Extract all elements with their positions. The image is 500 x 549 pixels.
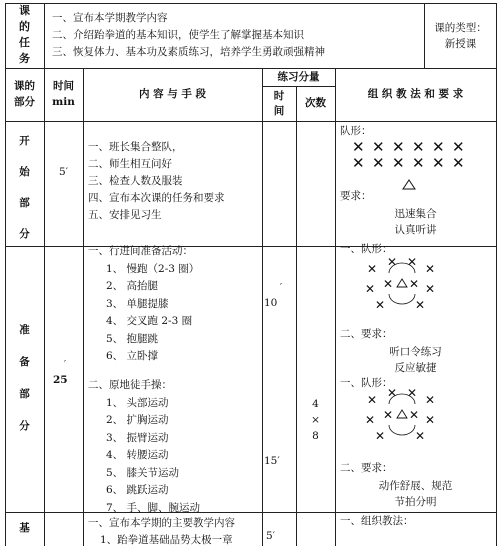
task-item: 一、宣布本学期教学内容: [52, 12, 168, 24]
start-items: [88, 139, 225, 224]
svg-text:✕: ✕: [387, 386, 398, 400]
formation-mark: ✕: [412, 154, 425, 172]
column-divider: [262, 68, 263, 546]
formation-mark: ✕: [452, 138, 465, 156]
svg-text:✕: ✕: [425, 393, 436, 407]
list-item: 1、 头部运动: [106, 396, 169, 409]
svg-text:✕: ✕: [387, 255, 398, 269]
prep-part-label: 准 备 部 分: [19, 324, 30, 432]
prep-req1-label: 二、要求：: [340, 328, 393, 340]
column-divider: [296, 86, 297, 546]
task-item: 二、介绍跆拳道的基本知识，使学生了解掌握基本知识: [52, 29, 304, 41]
formation-mark: ✕: [432, 138, 445, 156]
teacher-triangle-icon: [397, 410, 407, 418]
list-title: 一、行进间准备活动：: [88, 245, 193, 257]
list-item: 1、跆拳道基础品势太极一章: [100, 534, 233, 546]
list-item: 5、 膝关节运动: [106, 466, 180, 479]
formation-marks: [365, 255, 435, 312]
svg-text:✕: ✕: [365, 282, 376, 296]
run-arrow-icon: [389, 294, 415, 304]
list-item: 4、 交叉跑 2-3 圈: [106, 315, 193, 327]
formation-rows-diagram: [345, 140, 475, 192]
column-divider: [83, 68, 84, 546]
formation-marks: [365, 386, 435, 443]
column-header-part: 课的 部分: [14, 80, 35, 108]
prep-g1-time: 10: [264, 297, 278, 309]
prep-group2: [88, 377, 200, 517]
circle-formation-diagram: [362, 386, 442, 446]
row-divider: [5, 121, 496, 122]
list-title: 二、原地徒手操：: [88, 379, 172, 391]
list-item: 四、宣布本次课的任务和要求: [88, 192, 225, 204]
svg-text:✕: ✕: [407, 386, 418, 400]
prep-g2-count: 4 × 8: [311, 398, 320, 442]
list-item: 4、 转腰运动: [106, 449, 169, 461]
prep-org2-title: 一、队形：: [340, 377, 393, 389]
svg-text:✕: ✕: [383, 277, 394, 291]
lesson-type-label: 课的类型：: [434, 22, 487, 34]
basic-part-label: 基: [19, 522, 30, 534]
list-item: 2、 高抬腿: [106, 280, 159, 292]
list-item: 一、宣布本学期的主要教学内容: [88, 517, 235, 529]
svg-text:✕: ✕: [383, 408, 394, 422]
column-header-time: 时间 min: [52, 80, 75, 108]
basic-org: 一、组织教法：: [340, 515, 414, 527]
list-item: 3、 单腿提膝: [106, 297, 169, 310]
start-org-title: 队形：: [340, 125, 372, 137]
formation-mark: ✕: [392, 154, 405, 172]
lesson-type-value: 新授课: [444, 38, 477, 50]
run-arrow-icon: [389, 425, 415, 435]
svg-text:✕: ✕: [365, 413, 376, 427]
svg-text:✕: ✕: [375, 298, 386, 312]
svg-text:✕: ✕: [367, 393, 378, 407]
basic-items: [88, 515, 235, 549]
start-req-label: 要求：: [340, 190, 372, 202]
prep-g2-time: 15′: [264, 455, 280, 467]
formation-mark: ✕: [352, 154, 365, 172]
list-item: 7、 手、脚、腕运动: [106, 501, 201, 514]
prep-req2-label: 二、要求：: [340, 462, 393, 474]
circle-formation-diagram: [362, 255, 442, 315]
formation-mark: ✕: [392, 138, 405, 156]
task-list: [52, 10, 325, 61]
prep-req2: 动作舒展、规范 节拍分明: [378, 480, 453, 508]
svg-text:✕: ✕: [407, 255, 418, 269]
list-item: 3、 振臂运动: [106, 431, 169, 444]
column-header-practice-time: 时 间: [273, 90, 285, 117]
formation-mark: ✕: [352, 138, 365, 156]
formation-mark: ✕: [372, 138, 385, 156]
table-border-top: [5, 3, 496, 4]
teacher-triangle-icon: [397, 279, 407, 287]
start-reqs: 迅速集合 认真听讲: [394, 208, 437, 236]
column-header-org: 组 织 教 法 和 要 求: [367, 88, 464, 100]
task-header: 课 的 任 务: [19, 4, 30, 65]
prep-group1: [88, 243, 199, 366]
column-divider: [335, 68, 336, 546]
table-border-right: [496, 3, 497, 546]
column-header-content: 内 容 与 手 段: [138, 88, 207, 100]
list-item: 6、 跳跃运动: [106, 484, 169, 496]
svg-text:✕: ✕: [409, 408, 420, 422]
svg-text:✕: ✕: [425, 262, 436, 276]
list-item: 一、班长集合整队，: [88, 141, 183, 153]
formation-mark: ✕: [452, 154, 465, 172]
prep-org1-title: 一、队形：: [340, 243, 393, 255]
column-header-practice-count: 次数: [305, 97, 326, 109]
prep-g1-time-mark: ′: [280, 283, 283, 293]
list-item: 2、 扩胸运动: [106, 414, 169, 426]
teacher-triangle-icon: [403, 180, 415, 189]
svg-text:✕: ✕: [415, 429, 426, 443]
column-header-practice: 练习分量: [277, 71, 320, 83]
list-item: 二、师生相互问好: [88, 158, 172, 170]
svg-text:✕: ✕: [375, 429, 386, 443]
formation-mark: ✕: [432, 154, 445, 172]
svg-text:✕: ✕: [425, 282, 436, 296]
formation-mark: ✕: [412, 138, 425, 156]
lesson-type: [425, 20, 496, 52]
list-item: 6、 立卧撑: [106, 350, 159, 362]
list-item: 五、安排见习生: [88, 209, 162, 221]
list-item: 1、 慢跑（2-3 圈）: [106, 262, 200, 275]
practice-subheader-divider: [262, 86, 335, 87]
svg-text:✕: ✕: [367, 262, 378, 276]
row-divider: [5, 512, 496, 513]
prep-time: 25: [53, 374, 68, 386]
list-item: 三、检查人数及服装: [88, 175, 183, 187]
start-part-label: 开 始 部 分: [19, 135, 30, 240]
prep-time-mark: ′: [64, 360, 67, 370]
row-divider: [5, 246, 496, 247]
svg-text:✕: ✕: [425, 413, 436, 427]
row-divider: [5, 68, 496, 69]
svg-text:✕: ✕: [409, 277, 420, 291]
formation-mark: ✕: [372, 154, 385, 172]
start-time: 5′: [58, 166, 69, 178]
svg-text:✕: ✕: [415, 298, 426, 312]
list-item: 5、 抱腿跳: [106, 332, 159, 345]
basic-time: 5′: [266, 530, 276, 542]
task-item: 三、恢复体力、基本功及素质练习，培养学生勇敢顽强精神: [52, 46, 325, 58]
prep-req1: 听口令练习 反应敏捷: [389, 346, 442, 374]
